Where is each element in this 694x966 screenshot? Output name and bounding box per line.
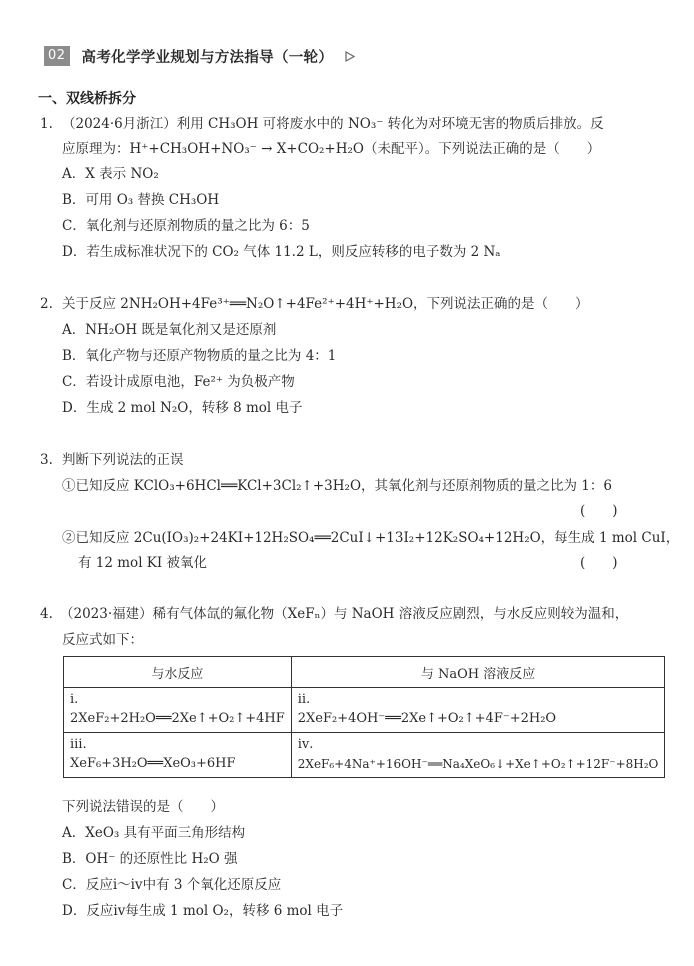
option-d: D．若生成标准状况下的 CO₂ 气体 11.2 L，则反应转移的电子数为 2 Nₐ <box>62 244 501 260</box>
reaction-table <box>63 656 665 778</box>
reaction-label: ⅲ. <box>70 737 87 752</box>
table-header: 与水反应 <box>64 657 292 688</box>
reaction-equation: 2XeF₂+4OH⁻══2Xe↑+O₂↑+4F⁻+2H₂O <box>297 711 557 726</box>
section-title: 一、双线桥拆分 <box>38 91 136 107</box>
question-prompt: 下列说法错误的是（ ） <box>62 799 224 815</box>
reaction-equation: 2XeF₂+2H₂O══2Xe↑+O₂↑+4HF <box>70 711 285 726</box>
answer-blank: ( ) <box>580 555 618 571</box>
judgement-item-2-cont: 有 12 mol KI 被氧化 <box>78 555 208 571</box>
question-number: 4. <box>40 606 53 622</box>
reaction-equation: 2XeF₆+4Na⁺+16OH⁻══Na₄XeO₆↓+Xe↑+O₂↑+12F⁻+8H₂O <box>297 757 659 771</box>
table-cell <box>291 733 665 778</box>
table-row <box>64 733 665 778</box>
reaction-label: ⅰ. <box>70 692 79 707</box>
question-stem-line: 判断下列说法的正误 <box>62 452 184 468</box>
table-cell <box>64 733 292 778</box>
reaction-label: ⅳ. <box>297 737 314 752</box>
question-stem-line: （2024·6月浙江）利用 CH₃OH 可将废水中的 NO₃⁻ 转化为对环境无害的物质后排放。反 <box>62 116 604 132</box>
option-a: A．NH₂OH 既是氧化剂又是还原剂 <box>62 322 277 338</box>
question-number: 2. <box>40 296 53 312</box>
option-b: B．可用 O₃ 替换 CH₃OH <box>62 192 220 208</box>
option-a: A．XeO₃ 具有平面三角形结构 <box>62 825 246 841</box>
table-cell <box>291 688 665 733</box>
option-c: C．氧化剂与还原剂物质的量之比为 6：5 <box>62 218 310 234</box>
option-b: B．OH⁻ 的还原性比 H₂O 强 <box>62 851 238 867</box>
question-number: 1. <box>40 116 53 132</box>
reaction-equation: XeF₆+3H₂O══XeO₃+6HF <box>70 756 236 771</box>
option-d: D．生成 2 mol N₂O，转移 8 mol 电子 <box>62 400 303 416</box>
table-row <box>64 688 665 733</box>
judgement-item-1: ①已知反应 KClO₃+6HCl══KCl+3Cl₂↑+3H₂O，其氧化剂与还原剂物质的量之比为 1：6 <box>62 478 612 494</box>
question-stem-line: 关于反应 2NH₂OH+4Fe³⁺══N₂O↑+4Fe²⁺+4H⁺+H₂O，下列说法正确的是（ ） <box>62 296 589 312</box>
play-triangle-icon <box>343 50 356 63</box>
answer-blank: ( ) <box>580 503 618 519</box>
question-stem-line: 反应式如下： <box>62 632 143 648</box>
page-header <box>44 44 356 68</box>
judgement-item-2: ②已知反应 2Cu(IO₃)₂+24KI+12H₂SO₄══2CuI↓+13I₂+12K₂SO₄+12H₂O，每生成 1 mol CuI， <box>62 530 680 546</box>
option-a: A．X 表示 NO₂ <box>62 166 159 182</box>
option-b: B．氧化产物与还原产物物质的量之比为 4：1 <box>62 348 337 364</box>
option-c: C．若设计成原电池，Fe²⁺ 为负极产物 <box>62 374 295 390</box>
question-stem-line: 应原理为：H⁺+CH₃OH+NO₃⁻ → X+CO₂+H₂O（未配平）。下列说法正确的是（ ） <box>62 141 601 157</box>
table-header: 与 NaOH 溶液反应 <box>291 657 665 688</box>
question-stem-line: （2023·福建）稀有气体氙的氟化物（XeFₙ）与 NaOH 溶液反应剧烈，与水反应则较为温和， <box>60 606 629 622</box>
option-c: C．反应ⅰ～ⅳ中有 3 个氧化还原反应 <box>62 877 282 893</box>
page-title: 高考化学学业规划与方法指导（一轮） <box>81 49 334 66</box>
question-number: 3. <box>40 452 53 468</box>
table-cell <box>64 688 292 733</box>
option-d: D．反应ⅳ每生成 1 mol O₂，转移 6 mol 电子 <box>62 903 344 919</box>
table-header-row <box>64 657 665 688</box>
reaction-label: ⅱ. <box>297 692 311 707</box>
chapter-badge: 02 <box>44 46 70 66</box>
